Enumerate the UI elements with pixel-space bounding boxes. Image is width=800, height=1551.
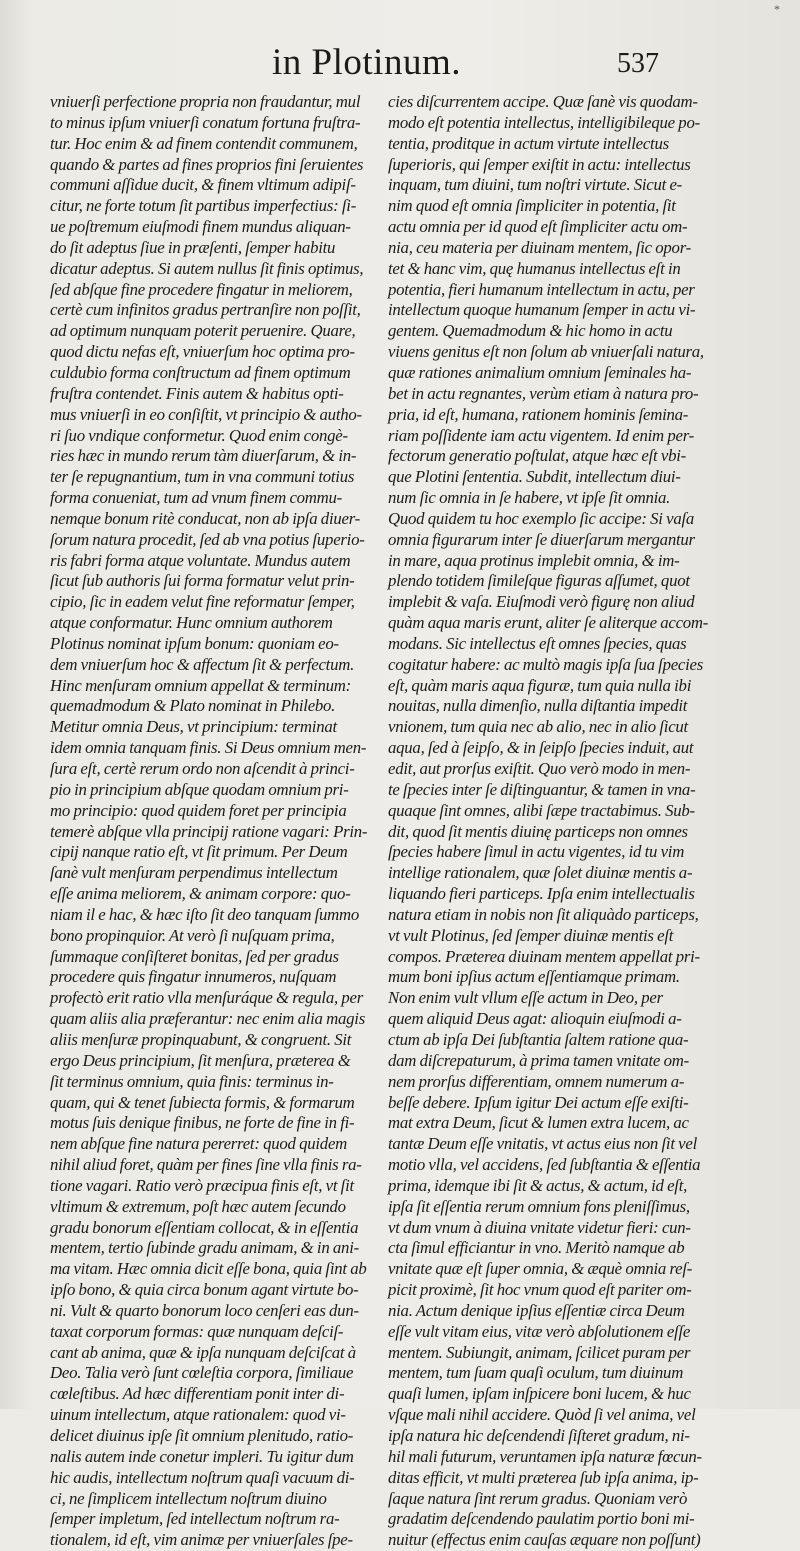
text-line: pio in principium abſque quodam omnium pri-	[50, 779, 349, 799]
text-line: modo eſt potentia intellectus, intelligibileque po-	[388, 112, 700, 132]
text-line: edit, aut prorſus exiſtit. Quo verò modo in men-	[388, 759, 691, 778]
text-line: ſicut ſub authoris ſui forma formatur velut prin-	[50, 571, 355, 591]
left-text-column	[50, 92, 370, 1550]
text-line: cant ab anima, quæ & ipſa nunquam deſciſcat à	[50, 1342, 356, 1362]
text-line: gradatim deſcendendo paulatim portio boni mi-	[388, 1509, 695, 1529]
text-line: intellige rationalem, quæ ſolet diuinæ mentis a-	[388, 863, 693, 883]
text-line: ſanè vult menſuram perpendimus intellectum	[50, 863, 338, 883]
text-line: ditas efficit, vt multi præterea ſub ipſa anima, ip-	[388, 1467, 699, 1487]
text-line: inquam, tum diuini, tum noſtri virtute. Sicut e-	[388, 175, 682, 195]
text-line: vltimum & extremum, poſt hæc autem ſecundo	[50, 1196, 346, 1216]
text-line: riam poſſidente iam actu vigentem. Id enim per-	[388, 425, 694, 445]
text-line: actu omnia per id quod eſt ſimpliciter actu om-	[388, 217, 688, 237]
text-line: implebit & vaſa. Eiuſmodi verò figurę non aliud	[388, 592, 695, 612]
text-line: ter ſe repugnantium, tum in vna communi totius	[50, 467, 355, 487]
text-line: gentem. Quemadmodum & hic homo in actu	[388, 321, 673, 341]
text-line: Plotinus nominat ipſum bonum: quoniam eo-	[50, 633, 339, 653]
text-line: ries hæc in mundo rerum tàm diuerſarum, & in-	[50, 446, 357, 466]
text-line: cta ſimul efficiantur in vno. Meritò namque ab	[388, 1238, 685, 1258]
text-line: nemque bonum ritè conducat, non ab ipſa diuer-	[50, 508, 360, 528]
text-line: delicet diuinus ipſe ſit omnium plenitudo, ratio-	[50, 1426, 354, 1445]
text-line: te ſpecies inter ſe diſtinguantur, & tamen in vna-	[388, 779, 696, 799]
text-line: fectorum generatio poſtulat, atque hæc eſt vbi-	[388, 446, 686, 466]
text-line: ſorum natura procedit, ſed ab vna potius ſuperio-	[50, 529, 365, 549]
text-line: ſemper impletum, ſed intellectum noſtrum ra-	[50, 1509, 340, 1529]
text-line: citur, ne forte totum ſit partibus imperfectius: ſi-	[50, 196, 357, 216]
text-line: Metitur omnia Deus, vt principium: terminat	[50, 717, 337, 737]
text-line: ſuperioris, qui ſemper exiſtit in actu: intellectus	[388, 154, 691, 174]
text-line: nem prorſus differentiam, omnem numerum a-	[388, 1071, 685, 1091]
text-line: liquando fieri particeps. Ipſa enim intellectualis	[388, 884, 695, 904]
text-line: do ſit adeptus ſiue in præſenti, ſemper habitu	[50, 237, 336, 257]
text-line: ri ſuo vndique conformetur. Quod enim congè-	[50, 425, 348, 445]
text-line: niam il e hac, & hæc iſto ſit deo tanquam ſummo	[50, 904, 360, 924]
text-line: tur. Hoc enim & ad finem contendit communem,	[50, 133, 358, 153]
text-line: viuens genitus eſt non ſolum ab vniuerſali natura,	[388, 342, 704, 362]
text-line: motio vlla, vel accidens, ſed ſubſtantia & eſſentia	[388, 1155, 701, 1175]
text-line: nouitas, nulla dimenſio, nulla diſtantia impedit	[388, 696, 688, 716]
text-line: motus ſuis denique finibus, ne forte de fine in fi-	[50, 1113, 355, 1133]
text-line: ctum ab ipſa Dei ſubſtantia ſaltem ratione qua-	[388, 1029, 689, 1049]
text-line: cœleſtibus. Ad hæc differentiam ponit inter di-	[50, 1384, 345, 1404]
text-line: forma conueniat, tum ad vnum finem commu-	[50, 488, 343, 508]
text-line: quæ rationes animalium omnium ſeminales ha-	[388, 362, 692, 382]
text-line: pria, id eſt, humana, rationem hominis ſemina-	[388, 404, 689, 424]
text-line: omnia figurarum inter ſe diuerſarum mergantur	[388, 529, 695, 549]
text-line: nim quod eſt omnia ſimpliciter in potentia, ſit	[388, 196, 676, 216]
text-line: dit, quod ſit mentis diuinę particeps non omnes	[388, 821, 688, 841]
text-line: quam aliis alia præferantur: nec enim alia magis	[50, 1009, 365, 1029]
text-line: bono propinquior. At verò ſi nuſquam prima,	[50, 925, 335, 945]
text-line: vniuerſi perfectione propria non fraudantur, mul	[50, 92, 361, 111]
page-number: 537	[617, 48, 659, 79]
text-line: nem abſque fine natura pererret: quod quidem	[50, 1134, 348, 1154]
text-line: eſſe vult vitam eius, vitæ verò abſolutionem eſſe	[388, 1321, 691, 1341]
text-line: tet & hanc vim, quę humanus intellectus eſt in	[388, 258, 681, 278]
text-line: vſque mali nihil accidere. Quòd ſi vel anima, vel	[388, 1405, 696, 1425]
text-line: compos. Præterea diuinam mentem appellat pri-	[388, 946, 700, 966]
text-line: nuitur (effectus enim cauſas æquare non poſſunt)	[388, 1530, 701, 1550]
text-line: gradu bonorum eſſentiam collocat, & in eſſentia	[50, 1217, 359, 1237]
text-line: culdubio forma conſtructum ad finem optimum	[50, 362, 351, 382]
text-line: ma vitam. Hæc omnia dicit eſſe bona, quia ſint ab	[50, 1259, 367, 1279]
text-line: dam diſcrepaturum, à prima tamen vnitate om-	[388, 1050, 689, 1070]
text-line: natura etiam in nobis non ſit aliquàdo particeps,	[388, 904, 699, 924]
running-head	[0, 40, 800, 90]
text-line: mentem, tertio ſubinde gradu animam, & in ani-	[50, 1238, 359, 1258]
text-line: ris fabri forma atque voluntate. Mundus autem	[50, 550, 351, 570]
text-line: procedere quis fingatur innumeros, nuſquam	[50, 967, 337, 987]
text-line: ſit terminus omnium, quia finis: terminus in-	[50, 1071, 334, 1091]
text-line: quaque ſint omnes, alibi ſæpe tractabimus. Sub-	[388, 800, 695, 820]
text-line: picit proximè, ſit hoc vnum quod eſt pariter om-	[388, 1280, 692, 1300]
text-line: atque conformatur. Hunc omnium authorem	[50, 613, 333, 633]
text-line: taxat corporum formas: quæ nunquam deſciſ-	[50, 1321, 344, 1341]
text-line: nalis autem inde conetur impleri. Tu igitur dum	[50, 1446, 354, 1466]
text-line: tentia, proditque in actum virtute intellectus	[388, 133, 669, 153]
text-line: uinum intellectum, atque rationalem: quod vi-	[50, 1405, 346, 1425]
text-line: hil mali futurum, veruntamen ipſa naturæ fœcun-	[388, 1446, 702, 1466]
text-line: ni. Vult & quarto bonorum loco cenſeri eas dun-	[50, 1300, 359, 1320]
text-line: beſſe debere. Ipſum igitur Dei actum eſſe exiſti-	[388, 1092, 689, 1112]
text-line: eſſe anima meliorem, & animam corpore: quo-	[50, 884, 351, 904]
text-line: fruſtra contendet. Finis autem & habitus opti-	[50, 383, 344, 403]
text-line: plendo totidem ſimileſque figuras aſſumet, quot	[388, 571, 690, 591]
text-line: quando & partes ad fines proprios fini ſeruientes	[50, 154, 364, 174]
text-line: bet in actu regnantes, verùm etiam à natura pro-	[388, 383, 699, 403]
text-line: vnionem, tum quia nec ab alio, nec in alio ſicut	[388, 717, 688, 737]
text-line: cies diſcurrentem accipe. Quæ ſanè vis quodam-	[388, 92, 698, 111]
text-line: quem aliquid Deus agat: alioquin eiuſmodi a-	[388, 1009, 682, 1029]
text-line: mo principio: quod quidem foret per principia	[50, 800, 347, 820]
text-line: ſed abſque fine procedere fingatur in meliorem,	[50, 279, 353, 299]
text-line: quam, qui & tenet ſubiecta formis, & formarum	[50, 1092, 355, 1112]
text-line: hic audis, intellectum noſtrum quaſi vacuum di-	[50, 1467, 355, 1487]
text-line: Deo. Talia verò ſunt cœleſtia corpora, ſimiliaue	[50, 1363, 354, 1383]
text-line: ſpecies habere ſimul in actu vigentes, id tu vim	[388, 842, 685, 862]
text-line: tionalem, id eſt, vim animæ per vniuerſales ſpe-	[50, 1530, 353, 1550]
text-line: cogitatur habere: ac multò magis ipſa ſua ſpecies	[388, 654, 704, 674]
text-line: intellectum quoque humanum ſemper in actu vi-	[388, 300, 696, 320]
text-line: modans. Sic intellectus eſt omnes ſpecies, quas	[388, 633, 687, 653]
text-line: profectò erit ratio vlla menſuráque & regula, per	[50, 988, 363, 1008]
text-line: cipio, ſic in eadem velut fine reformatur ſemper,	[50, 592, 355, 612]
text-line: vnitate quæ eſt ſuper omnia, & æquè omnia reſ-	[388, 1259, 693, 1279]
text-line: nihil aliud foret, quàm per fines ſine vlla finis ra-	[50, 1155, 362, 1175]
text-line: ſummaque conſiſteret bonitas, ſed per gradus	[50, 946, 339, 966]
text-line: ipſa natura hic deſcendendi ſiſteret gradum, ni-	[388, 1426, 690, 1445]
text-line: idem omnia tanquam finis. Si Deus omnium men-	[50, 738, 367, 758]
text-line: tantæ Deum eſſe vnitatis, vt actus eius non ſit vel	[388, 1134, 697, 1154]
right-text-column	[388, 92, 718, 1550]
text-line: eſt, quàm maris aqua figuræ, tum quia nulla ibi	[388, 675, 692, 695]
text-line: in mare, aqua protinus implebit omnia, & im-	[388, 550, 680, 570]
text-line: mentem. Subiungit, animam, ſcilicet puram per	[388, 1342, 691, 1362]
text-line: que Plotini ſententia. Subdit, intellectum diui-	[388, 467, 681, 487]
text-line: Quod quidem tu hoc exemplo ſic accipe: Si vaſa	[388, 508, 695, 528]
text-line: cipij nanque ratio eſt, vt ſit primum. Per Deum	[50, 842, 348, 862]
text-line: vt vult Plotinus, ſed ſemper diuinæ mentis eſt	[388, 925, 674, 945]
text-line: quàm aqua maris erunt, aliter ſe aliterque accom-	[388, 613, 709, 633]
text-line: quaſi lumen, ipſam inſpicere boni lucem, & huc	[388, 1384, 691, 1404]
text-line: aliis menſuræ propinquabunt, & congruent. Sit	[50, 1029, 352, 1049]
text-line: mus vniuerſi in eo conſiſtit, vt principio & autho-	[50, 404, 362, 424]
text-line: temerè abſque vlla principij ratione vagari: Prin-	[50, 821, 368, 841]
text-line: mum boni ipſius actum eſſentiamque primam.	[388, 967, 680, 987]
text-line: ſaque natura ſint rerum gradus. Quoniam verò	[388, 1488, 688, 1508]
text-line: tione vagari. Ratio verò præcipua finis eſt, vt ſit	[50, 1175, 354, 1195]
text-line: prima, idemque ibi ſit & actus, & actum, id eſt,	[388, 1175, 688, 1195]
text-line: ci, ne ſimplicem intellectum noſtrum diuino	[50, 1488, 327, 1508]
corner-mark: *	[774, 2, 780, 16]
text-line: Hinc menſuram omnium appellat & terminum:	[50, 675, 351, 695]
text-line: num ſic omnia in ſe habere, vt ipſe ſit omnia.	[388, 488, 671, 508]
text-line: ipſa ſit eſſentia rerum omnium fons pleniſſimus,	[388, 1196, 690, 1216]
text-line: ſura eſt, certè rerum ordo non aſcendit à princi-	[50, 759, 355, 778]
text-line: quemadmodum & Plato nominat in Philebo.	[50, 696, 336, 716]
text-line: nia. Actum denique ipſius eſſentiæ circa Deum	[388, 1300, 685, 1320]
text-line: ergo Deus principium, ſit menſura, præterea &	[50, 1050, 351, 1070]
text-line: vt dum vnum à diuina vnitate videtur fieri: cun-	[388, 1217, 691, 1237]
text-line: mat extra Deum, ſicut & lumen extra lucem, ac	[388, 1113, 689, 1133]
text-line: ue poſtremum eiuſmodi finem mundus aliquan-	[50, 217, 351, 237]
text-line: Non enim vult vllum eſſe actum in Deo, per	[388, 988, 663, 1008]
text-line: ad optimum nunquam poterit peruenire. Quare,	[50, 321, 356, 341]
running-title: in Plotinum.	[272, 42, 461, 83]
text-line: dicatur adeptus. Si autem nullus ſit finis optimus,	[50, 258, 364, 278]
text-line: quod dictu nefas eſt, vniuerſum hoc optima pro-	[50, 342, 355, 362]
text-line: nia, ceu materia per diuinam mentem, ſic opor-	[388, 237, 691, 257]
text-line: potentia, fieri humanum intellectum in actu, per	[388, 279, 695, 299]
text-line: certè cum infinitos gradus pertranſire non poſſit,	[50, 300, 361, 320]
text-line: aqua, ſed à ſeipſo, & in ſeipſo ſpecies induit, aut	[388, 738, 694, 758]
text-line: ipſo bono, & quia circa bonum agant virtute bo-	[50, 1280, 359, 1300]
text-line: to minus ipſum vniuerſi conatum fortuna fruſtra-	[50, 112, 361, 132]
text-line: communi aſſidue ducit, & finem vltimum adipiſ-	[50, 175, 356, 195]
text-line: mentem, tum ſuam quaſi oculum, tum diuinum	[388, 1363, 684, 1383]
text-line: dem vniuerſum hoc & affectum ſit & perfectum.	[50, 654, 355, 674]
